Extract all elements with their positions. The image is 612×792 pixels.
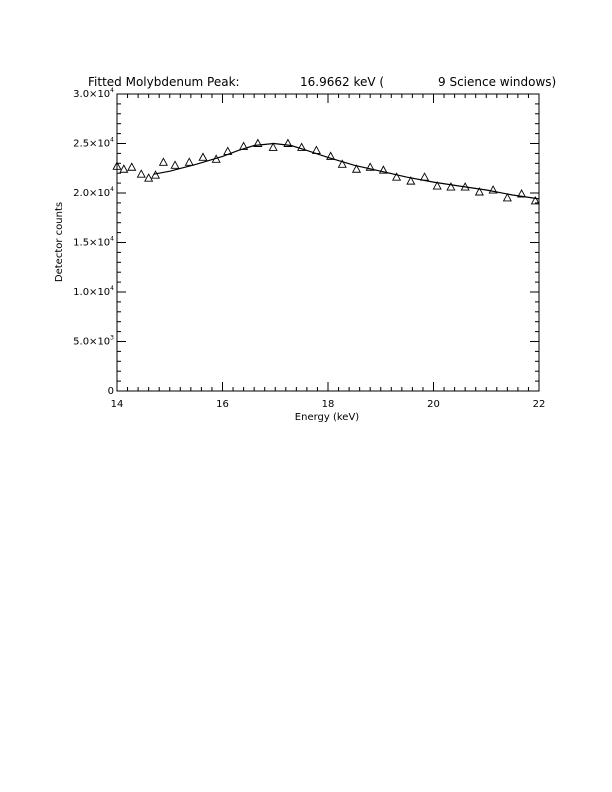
y-tick-label: $5.0\times 10^3$ (73, 334, 114, 348)
y-tick-label: $2.5\times 10^4$ (73, 136, 114, 150)
x-tick-label: 20 (427, 399, 440, 410)
y-tick-label: $3.0\times 10^4$ (73, 87, 114, 100)
x-tick-label: 18 (321, 399, 335, 410)
data-point-marker (171, 161, 179, 168)
data-point-marker (160, 158, 168, 165)
x-axis-label: Energy (keV) (294, 412, 360, 423)
plot-axes (117, 94, 539, 391)
data-point-marker (199, 153, 207, 160)
x-tick-label: 14 (110, 399, 124, 410)
x-tick-labels (111, 399, 546, 410)
y-axis-label: Detector counts (54, 201, 65, 283)
y-tick-label: $1.5\times 10^4$ (73, 235, 114, 249)
data-point-marker (137, 170, 145, 177)
chart-title-label: Fitted Molybdenum Peak: (88, 75, 240, 89)
y-tick-label: 0 (107, 386, 114, 397)
axis-ticks (117, 94, 539, 391)
y-tick-labels (73, 87, 114, 397)
plot-frame (117, 94, 539, 391)
data-points (113, 140, 539, 204)
data-point-marker (269, 143, 277, 150)
data-point-marker (152, 171, 160, 178)
x-tick-label: 16 (216, 399, 229, 410)
data-point-marker (128, 163, 136, 170)
chart-title-windows: 9 Science windows) (438, 75, 557, 89)
chart-title-value: 16.9662 keV ( (300, 75, 385, 89)
y-tick-label: $2.0\times 10^4$ (73, 186, 114, 199)
y-tick-label: $1.0\times 10^4$ (73, 285, 114, 298)
data-point-marker (145, 174, 153, 181)
data-point-marker (120, 165, 128, 172)
x-tick-label: 22 (532, 399, 546, 410)
data-point-marker (185, 158, 193, 165)
data-point-marker (421, 173, 429, 180)
